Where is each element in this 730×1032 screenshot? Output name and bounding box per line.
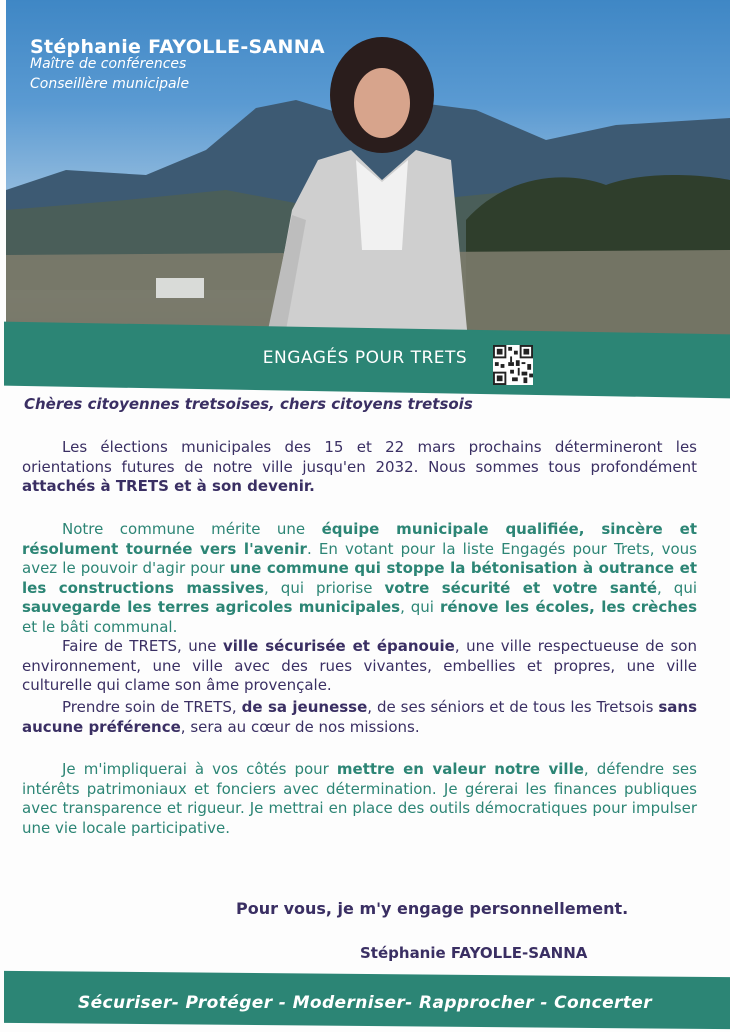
- candidate-name: Stéphanie FAYOLLE-SANNA: [30, 36, 325, 58]
- list-title: ENGAGÉS POUR TRETS: [262, 348, 468, 368]
- text-run: attachés à TRETS et à son devenir.: [22, 477, 315, 495]
- text-run: , qui: [657, 578, 697, 597]
- text-run: sauvegarde les terres agricoles municipales: [22, 598, 401, 616]
- text-run: équipe municipale qualifiée, sincère et résolument tournée vers l'avenir: [22, 520, 697, 558]
- text-run: ville sécurisée et épanouie: [222, 637, 455, 655]
- slogan: Sécuriser- Protéger - Moderniser- Rapprocher - Concerter: [77, 993, 653, 1013]
- text-run: , qui priorise: [264, 578, 385, 597]
- text-run: , qui: [400, 598, 440, 616]
- text-run: . En votant pour la liste Engagés pour Trets, vous avez le pouvoir d'agir pour: [22, 539, 697, 577]
- paragraph-commitment: [22, 760, 697, 838]
- text-run: Notre commune mérite une: [62, 520, 322, 538]
- paragraph-care: [22, 698, 697, 737]
- candidate-photo: [6, 0, 730, 345]
- text-run: Prendre soin de TRETS,: [62, 698, 242, 716]
- candidate-role-2: Conseillère municipale: [30, 76, 190, 92]
- text-run: , défendre ses intérêts patrimoniaux et fonciers avec détermination. Je gérerai les finances publiques avec transparence et rigueur. Je mettrai en place des outils démocratiques pour impulser une vie locale participative.: [22, 760, 697, 837]
- paragraph-elections: [22, 438, 697, 497]
- text-run: une commune qui stoppe la bétonisation à outrance et les constructions massives: [22, 559, 697, 597]
- text-run: votre sécurité et votre santé: [384, 578, 657, 597]
- qr-code-icon[interactable]: [493, 345, 533, 385]
- text-run: sans aucune préférence: [22, 698, 698, 736]
- candidate-role-1: Maître de conférences: [30, 56, 187, 72]
- text-run: Faire de TRETS, une: [62, 637, 223, 655]
- text-run: , de ses séniors et de tous les Tretsois: [367, 698, 659, 716]
- closing-line: Pour vous, je m'y engage personnellement.: [236, 899, 629, 918]
- text-run: Je m'impliquerai à vos côtés pour: [62, 760, 337, 778]
- text-run: et le bâti communal.: [22, 617, 178, 636]
- signature: Stéphanie FAYOLLE-SANNA: [360, 944, 588, 962]
- text-run: mettre en valeur notre ville: [336, 760, 584, 778]
- greeting: Chères citoyennes tretsoises, chers citoyens tretsois: [24, 395, 473, 413]
- text-run: , sera au cœur de nos missions.: [180, 717, 420, 736]
- paragraph-commune: [22, 520, 697, 637]
- text-run: , une ville respectueuse de son environnement, une ville avec des rues vivantes, embellies et propres, une ville culturelle qui clame son âme provençale.: [22, 637, 697, 694]
- paragraph-trets-vision: [22, 637, 697, 696]
- text-run: de sa jeunesse: [241, 698, 368, 716]
- text-run: rénove les écoles, les crèches: [439, 598, 698, 616]
- text-run: Les élections municipales des 15 et 22 mars prochains détermineront les orientations futures de notre ville jusqu'en 2032. Nous sommes tous profondément: [22, 438, 697, 476]
